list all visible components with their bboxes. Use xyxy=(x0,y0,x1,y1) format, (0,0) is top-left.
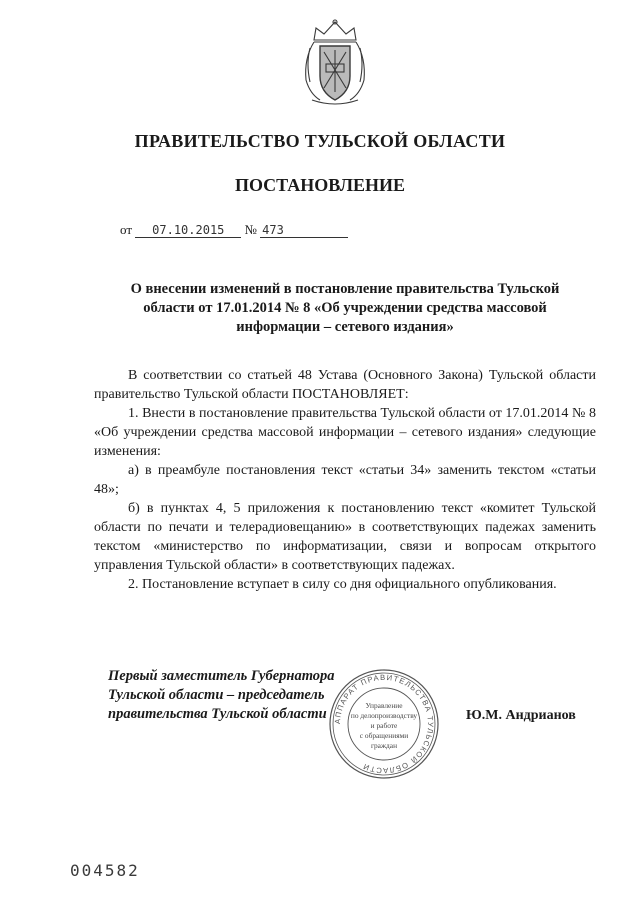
body-paragraph: а) в преамбуле постановления текст «статьи 34» заменить текстом «статьи 48»; xyxy=(94,463,596,497)
signer-position-line: Первый заместитель Губернатора xyxy=(108,668,335,684)
coat-of-arms-emblem xyxy=(300,18,370,106)
registration-number: 004582 xyxy=(70,861,140,880)
body-paragraph: б) в пунктах 4, 5 приложения к постановлению текст «комитет Тульской области по печати и телерадиовещанию» в соответствующих падежах заменить текстом «министерство по информатизации, связи и вопросам открытого управления Тульской области» в соответствующих падежах. xyxy=(94,501,596,573)
document-subject xyxy=(120,280,570,337)
signer-position-line: правительства Тульской области xyxy=(108,706,327,722)
stamp-ring-text: АППАРАТ ПРАВИТЕЛЬСТВА ТУЛЬСКОЙ ОБЛАСТИ xyxy=(332,672,436,776)
signer-name: Ю.М. Андрианов xyxy=(466,708,576,723)
number-label: № xyxy=(244,222,257,237)
subject-line: О внесении изменений в постановление правительства Тульской xyxy=(130,281,560,297)
document-type-title: ПОСТАНОВЛЕНИЕ xyxy=(234,175,406,195)
document-number: 473 xyxy=(260,223,348,238)
body-paragraph: 2. Постановление вступает в силу со дня официального опубликования. xyxy=(128,577,557,592)
stamp-text-line: с обращениями xyxy=(359,731,409,740)
date-number-line xyxy=(120,222,348,238)
signer-position xyxy=(108,667,335,724)
official-stamp xyxy=(328,668,440,780)
document-body xyxy=(94,366,596,594)
stamp-text-line: и работе xyxy=(370,721,398,730)
stamp-text-line: по делопроизводству xyxy=(350,711,418,720)
government-title: ПРАВИТЕЛЬСТВО ТУЛЬСКОЙ ОБЛАСТИ xyxy=(134,131,506,151)
stamp-text-line: граждан xyxy=(370,741,398,750)
body-paragraph: В соответствии со статьей 48 Устава (Основного Закона) Тульской области правительство Тульской области ПОСТАНОВЛЯЕТ: xyxy=(94,368,596,402)
stamp-text-line: Управление xyxy=(365,701,403,710)
date-from-label: от xyxy=(120,222,133,237)
body-paragraph: 1. Внести в постановление правительства Тульской области от 17.01.2014 № 8 «Об учреждении средства массовой информации – сетевого издания» следующие изменения: xyxy=(94,406,596,459)
subject-line: области от 17.01.2014 № 8 «Об учреждении средства массовой xyxy=(143,300,547,316)
subject-line: информации – сетевого издания» xyxy=(236,319,454,335)
document-date: 07.10.2015 xyxy=(135,223,241,238)
signer-position-line: Тульской области – председатель xyxy=(108,687,325,703)
